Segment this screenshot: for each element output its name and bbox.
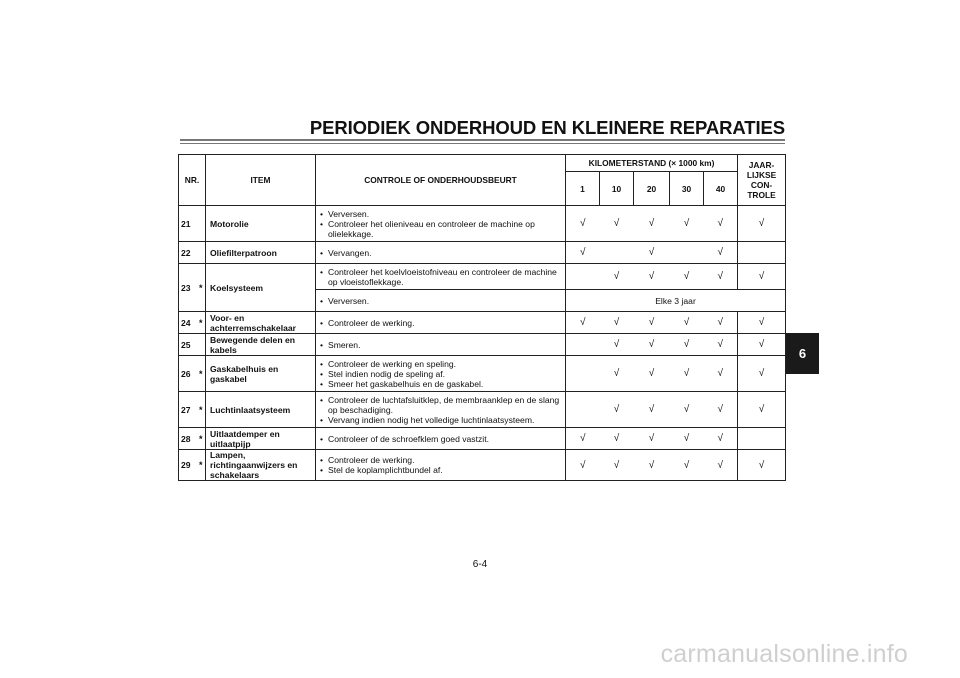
title-rule-upper xyxy=(180,139,785,141)
item-name: Oliefilterpatroon xyxy=(206,242,316,264)
empty-check-cell xyxy=(566,334,600,356)
header-km-20: 20 xyxy=(634,172,670,206)
action-item: • Controleer de werking. xyxy=(320,318,561,328)
check-mark: √ xyxy=(566,242,600,264)
interval-note: Elke 3 jaar xyxy=(566,290,786,312)
check-mark: √ xyxy=(566,312,600,334)
check-mark: √ xyxy=(670,264,704,290)
check-mark: √ xyxy=(704,312,738,334)
item-name: Lampen, richtingaanwijzers en schakelaars xyxy=(206,450,316,481)
check-mark: √ xyxy=(600,312,634,334)
maintenance-table xyxy=(178,154,786,481)
check-mark: √ xyxy=(704,428,738,450)
check-mark: √ xyxy=(600,264,634,290)
table-row xyxy=(179,356,786,392)
check-mark: √ xyxy=(704,206,738,242)
header-km-40: 40 xyxy=(704,172,738,206)
check-mark: √ xyxy=(600,206,634,242)
page-number: 6-4 xyxy=(472,559,488,570)
header-item: ITEM xyxy=(206,155,316,206)
check-mark: √ xyxy=(704,242,738,264)
row-number: 26 xyxy=(179,356,197,392)
control-actions xyxy=(316,334,566,356)
check-mark: √ xyxy=(704,264,738,290)
item-name: Bewegende delen en kabels xyxy=(206,334,316,356)
row-number: 23 xyxy=(179,264,197,312)
check-mark: √ xyxy=(566,450,600,481)
action-item: • Verversen. xyxy=(320,209,561,219)
dealer-asterisk: * xyxy=(197,392,206,428)
check-mark: √ xyxy=(670,206,704,242)
check-mark: √ xyxy=(634,356,670,392)
item-name: Koelsysteem xyxy=(206,264,316,312)
watermark-text: carmanualsonline.info xyxy=(660,640,908,668)
action-item: • Vervang indien nodig het volledige luchtinlaatsysteem. xyxy=(320,415,561,425)
check-mark: √ xyxy=(738,450,786,481)
control-actions xyxy=(316,312,566,334)
dealer-asterisk xyxy=(197,242,206,264)
control-actions xyxy=(316,206,566,242)
check-mark: √ xyxy=(670,312,704,334)
item-name: Uitlaatdemper en uitlaatpijp xyxy=(206,428,316,450)
chapter-tab: 6 xyxy=(786,333,819,374)
check-mark: √ xyxy=(634,392,670,428)
check-mark: √ xyxy=(670,428,704,450)
table-row xyxy=(179,392,786,428)
empty-check-cell xyxy=(566,356,600,392)
action-item: • Controleer het koelvloeistofniveau en controleer de machine op vloeistoflekkage. xyxy=(320,267,561,287)
check-mark: √ xyxy=(738,312,786,334)
item-name: Voor- en achterremschakelaar xyxy=(206,312,316,334)
header-km-1: 1 xyxy=(566,172,600,206)
control-actions xyxy=(316,242,566,264)
control-actions xyxy=(316,264,566,290)
control-actions xyxy=(316,392,566,428)
action-item: • Stel de koplamplichtbundel af. xyxy=(320,465,561,475)
action-item: • Smeer het gaskabelhuis en de gaskabel. xyxy=(320,379,561,389)
item-name: Luchtinlaatsysteem xyxy=(206,392,316,428)
check-mark: √ xyxy=(704,334,738,356)
check-mark: √ xyxy=(600,450,634,481)
dealer-asterisk xyxy=(197,334,206,356)
table-row xyxy=(179,312,786,334)
check-mark: √ xyxy=(600,356,634,392)
check-mark: √ xyxy=(670,450,704,481)
action-item: • Controleer de werking. xyxy=(320,455,561,465)
check-mark: √ xyxy=(634,242,670,264)
table-row xyxy=(179,242,786,264)
action-item: • Stel indien nodig de speling af. xyxy=(320,369,561,379)
row-number: 29 xyxy=(179,450,197,481)
header-km-30: 30 xyxy=(670,172,704,206)
check-mark: √ xyxy=(670,334,704,356)
dealer-asterisk: * xyxy=(197,356,206,392)
dealer-asterisk: * xyxy=(197,312,206,334)
dealer-asterisk: * xyxy=(197,264,206,312)
row-number: 27 xyxy=(179,392,197,428)
check-mark: √ xyxy=(634,206,670,242)
check-mark: √ xyxy=(670,392,704,428)
check-mark: √ xyxy=(738,206,786,242)
check-mark: √ xyxy=(634,312,670,334)
check-mark: √ xyxy=(634,264,670,290)
control-actions xyxy=(316,356,566,392)
row-number: 21 xyxy=(179,206,197,242)
action-item: • Controleer of de schroefklem goed vastzit. xyxy=(320,434,561,444)
header-yearly: JAAR- LIJKSE CON- TROLE xyxy=(738,155,786,206)
empty-check-cell xyxy=(670,242,704,264)
action-item: • Controleer het olieniveau en controleer de machine op olielekkage. xyxy=(320,219,561,239)
empty-check-cell xyxy=(738,428,786,450)
empty-check-cell xyxy=(566,264,600,290)
check-mark: √ xyxy=(704,392,738,428)
header-km-10: 10 xyxy=(600,172,634,206)
check-mark: √ xyxy=(670,356,704,392)
check-mark: √ xyxy=(566,206,600,242)
action-item: • Controleer de werking en speling. xyxy=(320,359,561,369)
empty-check-cell xyxy=(600,242,634,264)
check-mark: √ xyxy=(738,356,786,392)
header-nr: NR. xyxy=(179,155,206,206)
action-item: • Smeren. xyxy=(320,340,561,350)
empty-check-cell xyxy=(566,392,600,428)
table-row xyxy=(179,450,786,481)
row-number: 28 xyxy=(179,428,197,450)
table-row xyxy=(179,428,786,450)
action-item: • Controleer de luchtafsluitklep, de membraanklep en de slang op beschadiging. xyxy=(320,395,561,415)
check-mark: √ xyxy=(738,334,786,356)
table-row xyxy=(179,206,786,242)
dealer-asterisk: * xyxy=(197,450,206,481)
header-control: CONTROLE OF ONDERHOUDSBEURT xyxy=(316,155,566,206)
empty-check-cell xyxy=(738,242,786,264)
check-mark: √ xyxy=(600,428,634,450)
check-mark: √ xyxy=(634,334,670,356)
check-mark: √ xyxy=(600,392,634,428)
row-number: 25 xyxy=(179,334,197,356)
control-actions xyxy=(316,450,566,481)
check-mark: √ xyxy=(634,428,670,450)
item-name: Gaskabelhuis en gaskabel xyxy=(206,356,316,392)
check-mark: √ xyxy=(704,356,738,392)
table-row xyxy=(179,334,786,356)
item-name: Motorolie xyxy=(206,206,316,242)
page-title: PERIODIEK ONDERHOUD EN KLEINERE REPARATIES xyxy=(309,117,785,138)
action-item: • Vervangen. xyxy=(320,248,561,258)
check-mark: √ xyxy=(634,450,670,481)
check-mark: √ xyxy=(704,450,738,481)
dealer-asterisk: * xyxy=(197,428,206,450)
check-mark: √ xyxy=(738,264,786,290)
row-number: 24 xyxy=(179,312,197,334)
dealer-asterisk xyxy=(197,206,206,242)
check-mark: √ xyxy=(600,334,634,356)
table-row xyxy=(179,264,786,290)
header-km: KILOMETERSTAND (× 1000 km) xyxy=(566,155,738,172)
control-actions xyxy=(316,290,566,312)
check-mark: √ xyxy=(566,428,600,450)
control-actions xyxy=(316,428,566,450)
action-item: • Verversen. xyxy=(320,296,561,306)
check-mark: √ xyxy=(738,392,786,428)
title-rule-lower xyxy=(180,143,785,144)
row-number: 22 xyxy=(179,242,197,264)
